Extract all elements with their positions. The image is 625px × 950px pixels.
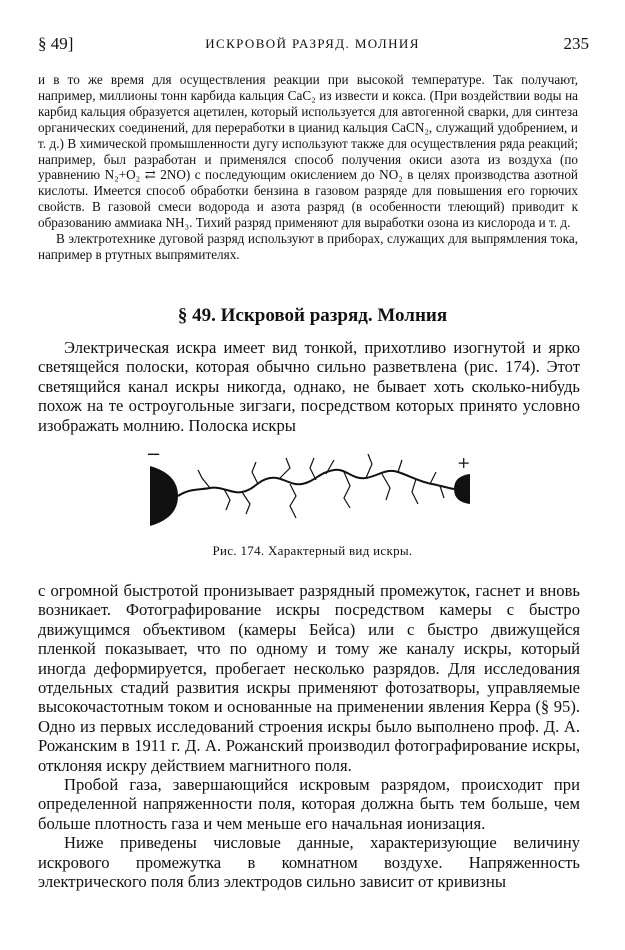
cathode-electrode bbox=[150, 466, 178, 526]
body-paragraph: с огромной быстротой пронизывает разрядный промежуток, гаснет и вновь возникает. Фотографирование искры посредством камеры с быстро движущимся объективом (камеры Бейса) или с быстро движущейся пленкой показывает, что по одному и тому же каналу искры, который иногда деформируется, пробегает несколько разрядов. Для исследования отдельных стадий развития искры применяют фотозатворы, управляемые высокочастотным током и основанные на применении явления Керра (§ 95). Одно из первых исследований строения искры было выполнено проф. Д. А. Рожанским в 1911 г. Д. А. Рожанский производил фотографирование искры, отклоняя искру действием магнитного поля. bbox=[38, 581, 580, 775]
intro-paragraph: и в то же время для осуществления реакции при высокой температуре. Так получают, например, миллионы тонн карбида кальция CaC₂ из извести и кокса. (При воздействии воды на карбид кальция образуется ацетилен, который используется для автогенной сварки, для синтеза органических соединений, для переработки в цианид кальция CaCN₂, служащий удобрением, и т. д.) В химической промышленности дугу используют также для осуществления ряда реакций; например, был разработан и применялся способ получения окиси азота из воздуха (по уравнению N₂+O₂ ⇄ 2NO) с последующим окислением до NO₂ в целях производства азотной кислоты. Имеется способ обработки бензина в газовом разряде для повышения его горючих свойств. В газовой смеси водорода и азота разряд (в особенности тлеющий) приводит к образованию аммиака NH₃. Тихий разряд применяют для выработки озона из кислорода и т. д. bbox=[38, 72, 578, 231]
figure-caption: Рис. 174. Характерный вид искры. bbox=[212, 543, 413, 558]
body-paragraph: Пробой газа, завершающийся искровым разрядом, происходит при определенной напряженности поля, которая должна быть тем больше, чем больше плотность газа и чем меньше его начальная ионизация. bbox=[38, 775, 580, 833]
header-section-ref: § 49] bbox=[38, 34, 74, 53]
section-heading: § 49. Искровой разряд. Молния bbox=[177, 305, 448, 326]
spark-figure bbox=[140, 448, 480, 538]
body-paragraph: Ниже приведены числовые данные, характеризующие величину искрового промежутка в комнатном воздухе. Напряженность электрического поля близ электродов сильно зависит от кривизны bbox=[38, 833, 580, 892]
intro-paragraph: В электротехнике дуговой разряд используют в приборах, служащих для выпрямления тока, например в ртутных выпрямителях. bbox=[38, 231, 578, 262]
header-running-title: ИСКРОВОЙ РАЗРЯД. МОЛНИЯ bbox=[205, 36, 420, 51]
anode-electrode bbox=[454, 474, 470, 504]
plus-sign: + bbox=[457, 453, 471, 472]
spark-branches bbox=[198, 454, 444, 518]
running-header bbox=[30, 34, 595, 58]
body-paragraph: Электрическая искра имеет вид тонкой, прихотливо изогнутой и ярко светящейся полоски, которая обычно сильно разветвлена (рис. 174). Этот светящийся канал искры никогда, однако, не бывает хоть сколько-нибудь похож на те остроугольные зигзаги, посредством которых принято условно изображать молнию. Полоска искры bbox=[38, 338, 580, 435]
body-text-before-figure bbox=[38, 338, 580, 435]
minus-sign: − bbox=[146, 448, 162, 465]
page-number: 235 bbox=[563, 34, 589, 53]
intro-text-block bbox=[38, 72, 578, 263]
body-text-after-figure bbox=[38, 581, 580, 892]
spark-illustration bbox=[140, 448, 480, 538]
